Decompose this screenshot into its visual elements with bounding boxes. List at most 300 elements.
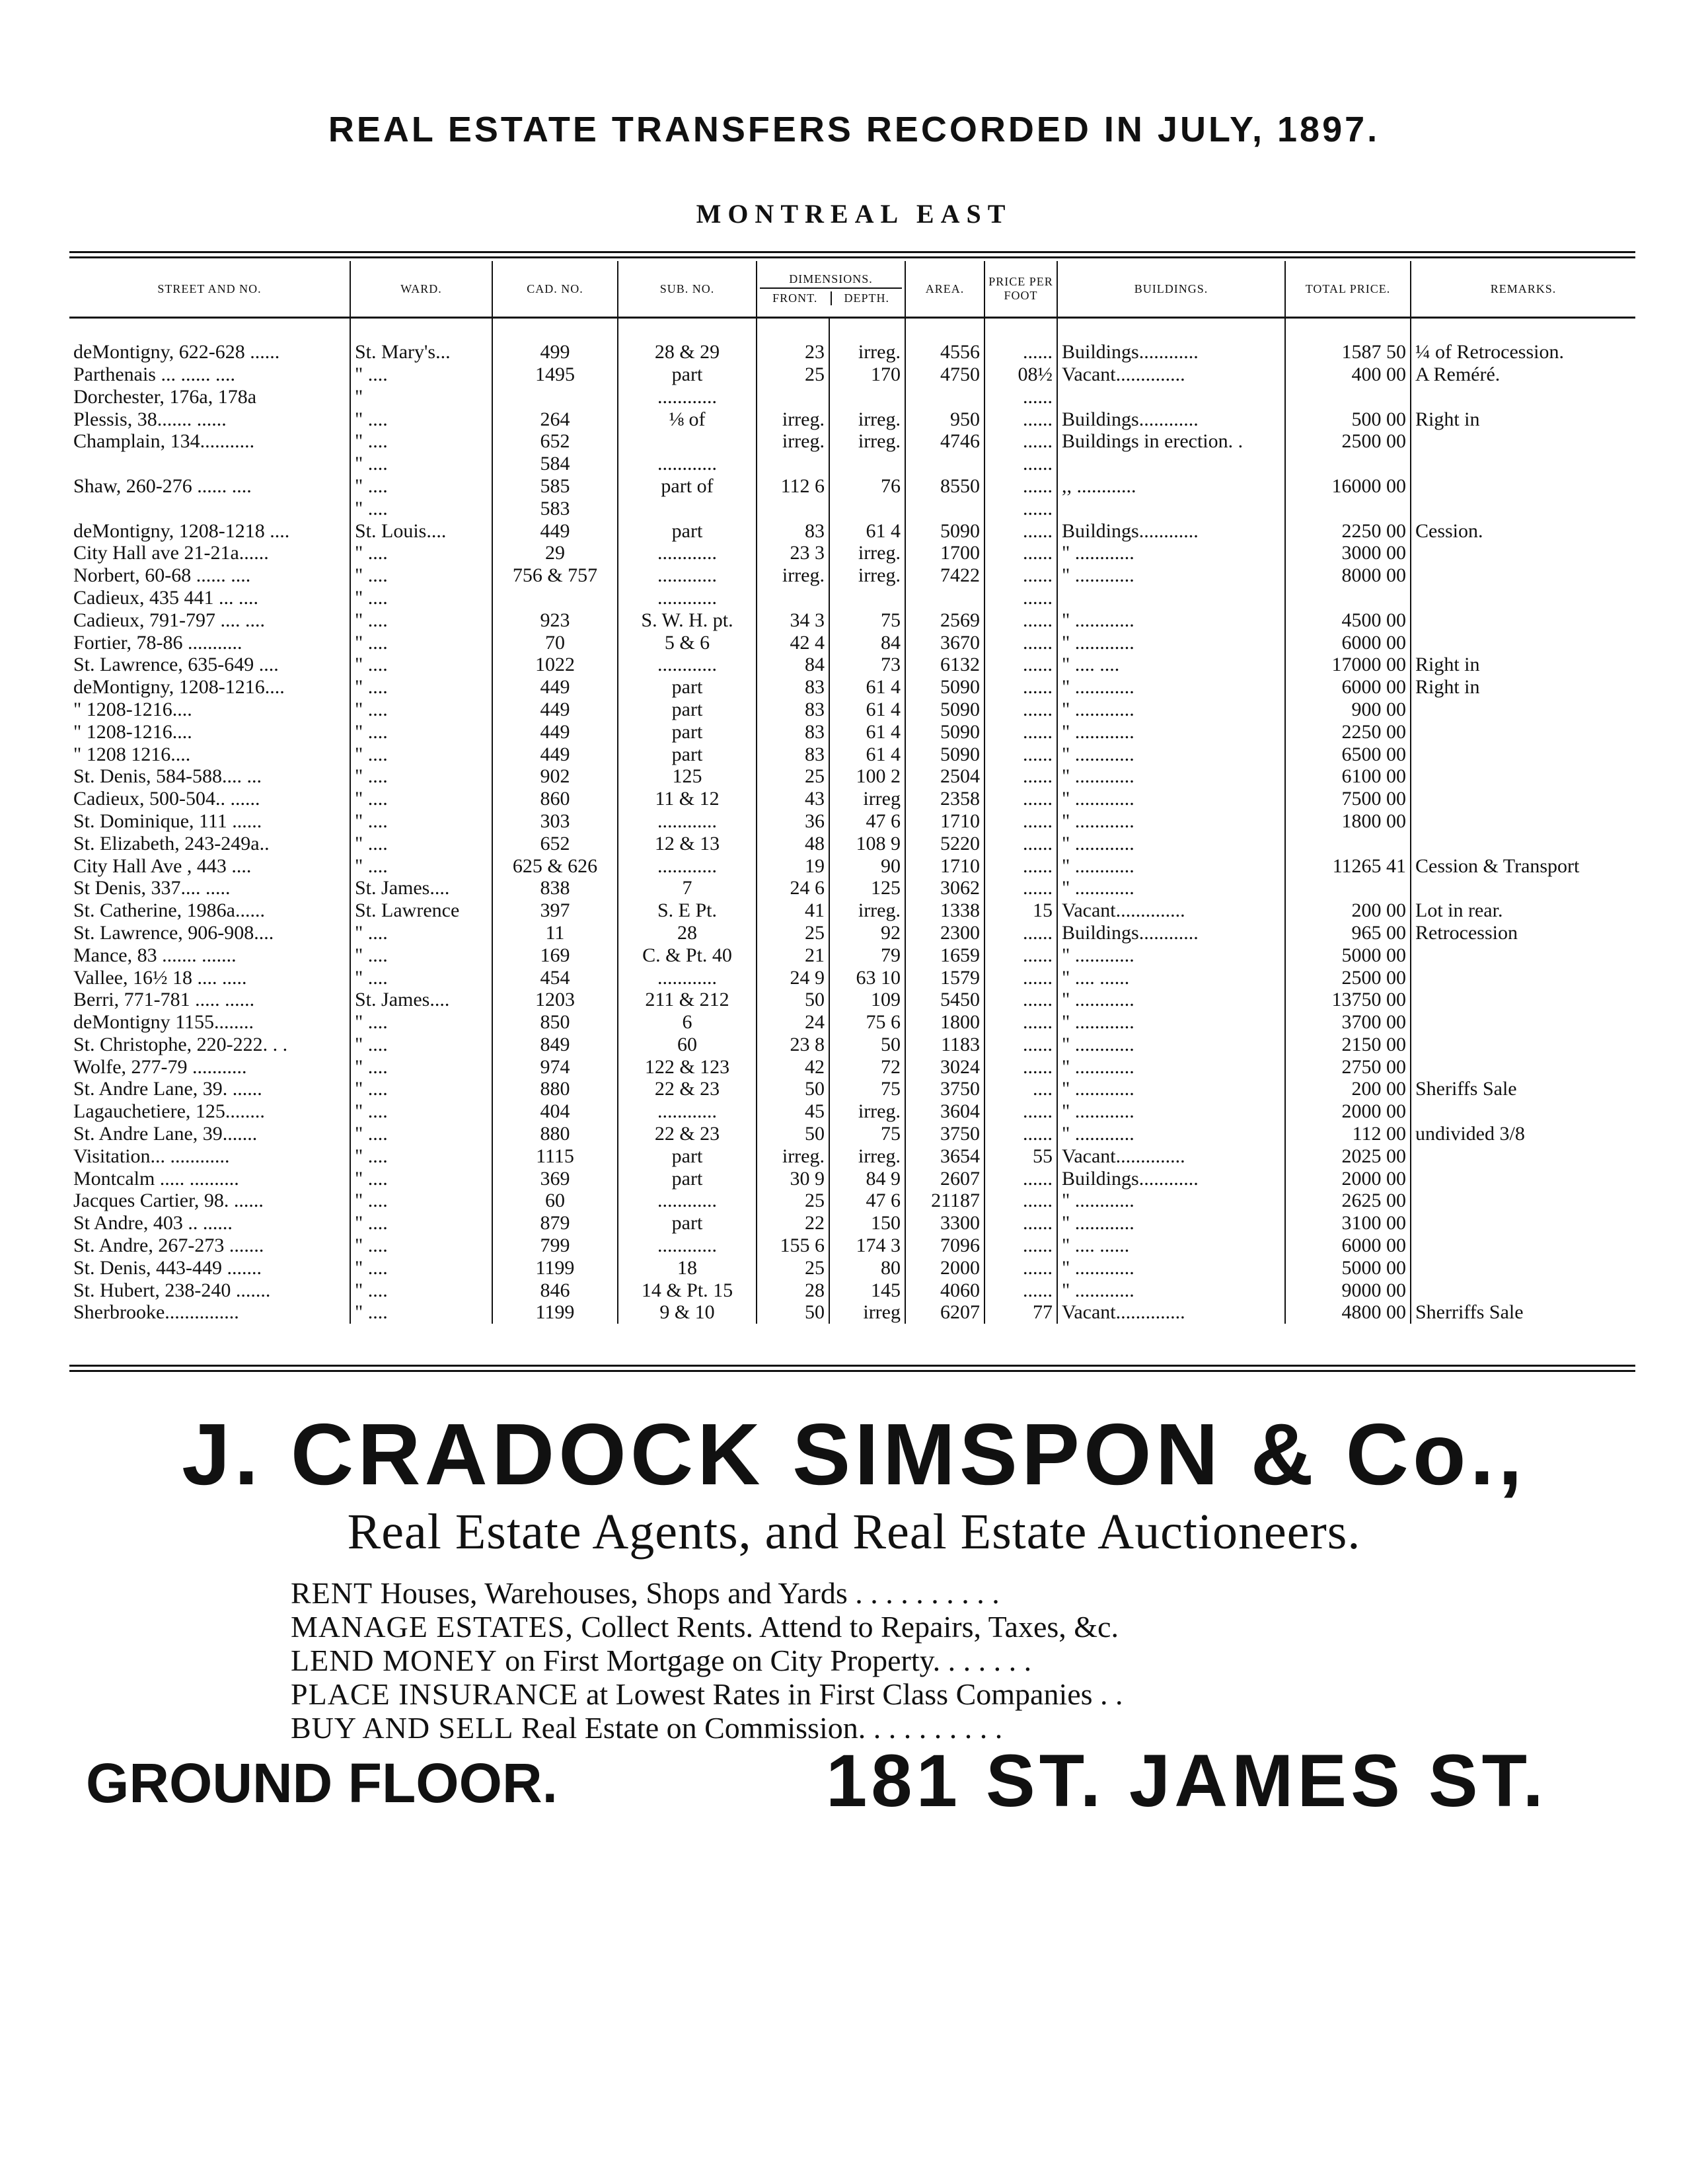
table-row bbox=[69, 989, 1635, 1011]
cell-depth bbox=[829, 587, 905, 609]
cell-ward: " .... bbox=[350, 587, 492, 609]
header-dimensions bbox=[757, 261, 905, 318]
cell-buildings: " ............ bbox=[1057, 1078, 1285, 1100]
cell-ward: St. Lawrence bbox=[350, 899, 492, 922]
cell-area: 4746 bbox=[905, 430, 984, 453]
cell-street: " 1208-1216.... bbox=[73, 698, 192, 720]
header-front: FRONT. bbox=[760, 291, 832, 305]
table-row bbox=[69, 497, 1635, 519]
cell-street: deMontigny, 1208-1218 .... bbox=[73, 519, 290, 542]
cell-area: 3654 bbox=[905, 1145, 984, 1167]
cell-cad: 850 bbox=[492, 1011, 618, 1034]
cell-depth: irreg. bbox=[829, 1145, 905, 1167]
cell-street: Jacques Cartier, 98. ...... bbox=[73, 1190, 264, 1212]
cell-ward: " .... bbox=[350, 408, 492, 430]
table-row bbox=[69, 810, 1635, 833]
cell-ward: " .... bbox=[350, 430, 492, 453]
cell-remarks: Right in bbox=[1411, 408, 1635, 430]
cell-total-price: 6100 00 bbox=[1285, 765, 1411, 788]
cell-remarks bbox=[1411, 788, 1635, 810]
cell-cad: 449 bbox=[492, 699, 618, 721]
cell-remarks bbox=[1411, 385, 1635, 408]
cell-area: 2607 bbox=[905, 1167, 984, 1190]
cell-front: 25 bbox=[757, 363, 829, 386]
cell-remarks bbox=[1411, 1167, 1635, 1190]
cell-front: 50 bbox=[757, 989, 829, 1011]
cell-remarks bbox=[1411, 832, 1635, 854]
cell-cad: 1203 bbox=[492, 989, 618, 1011]
ground-floor-label: GROUND FLOOR. bbox=[86, 1752, 558, 1814]
cell-depth bbox=[829, 453, 905, 475]
cell-cad bbox=[492, 587, 618, 609]
cell-street: St. Hubert, 238-240 ....... bbox=[73, 1279, 271, 1301]
cell-sub: ............ bbox=[618, 1100, 757, 1123]
cell-area bbox=[905, 385, 984, 408]
cell-street: Montcalm ..... .......... bbox=[73, 1167, 239, 1190]
table-header-row bbox=[69, 261, 1635, 318]
cell-ward: " .... bbox=[350, 1279, 492, 1301]
cell-price-per-foot: ...... bbox=[984, 385, 1057, 408]
cell-remarks bbox=[1411, 966, 1635, 989]
cell-sub: ............ bbox=[618, 587, 757, 609]
cell-total-price: 112 00 bbox=[1285, 1123, 1411, 1145]
cell-depth: irreg. bbox=[829, 542, 905, 564]
cell-area: 2300 bbox=[905, 922, 984, 944]
cell-front: 50 bbox=[757, 1301, 829, 1324]
table-row bbox=[69, 564, 1635, 587]
cell-cad: 449 bbox=[492, 743, 618, 765]
cell-cad: 1022 bbox=[492, 654, 618, 676]
cell-total-price: 6000 00 bbox=[1285, 1234, 1411, 1257]
cell-total-price: 1587 50 bbox=[1285, 341, 1411, 363]
cell-area: 1338 bbox=[905, 899, 984, 922]
cell-remarks bbox=[1411, 631, 1635, 654]
cell-price-per-foot: ...... bbox=[984, 922, 1057, 944]
cell-street: St. Andre, 267-273 ....... bbox=[73, 1234, 264, 1257]
cell-street bbox=[69, 497, 350, 519]
cell-area: 3670 bbox=[905, 631, 984, 654]
cell-total-price: 13750 00 bbox=[1285, 989, 1411, 1011]
cell-depth: irreg. bbox=[829, 408, 905, 430]
table-row bbox=[69, 877, 1635, 899]
cell-street: Vallee, 16½ 18 .... ..... bbox=[73, 966, 247, 989]
cell-cad: 880 bbox=[492, 1123, 618, 1145]
cell-buildings: " ............ bbox=[1057, 854, 1285, 877]
cell-street: Plessis, 38....... ...... bbox=[73, 408, 227, 430]
cell-front: irreg. bbox=[757, 1145, 829, 1167]
cell-price-per-foot: ...... bbox=[984, 743, 1057, 765]
cell-sub: 9 & 10 bbox=[618, 1301, 757, 1324]
cell-street: deMontigny 1155........ bbox=[73, 1011, 254, 1034]
cell-street bbox=[69, 453, 350, 475]
cell-sub: part bbox=[618, 720, 757, 743]
cell-front bbox=[757, 453, 829, 475]
cell-sub: 22 & 23 bbox=[618, 1078, 757, 1100]
cell-cad: 264 bbox=[492, 408, 618, 430]
cell-depth: 75 bbox=[829, 609, 905, 631]
cell-cad: 1199 bbox=[492, 1301, 618, 1324]
cell-front: 155 6 bbox=[757, 1234, 829, 1257]
cell-cad: 60 bbox=[492, 1190, 618, 1212]
cell-total-price: 200 00 bbox=[1285, 1078, 1411, 1100]
cell-ward: " .... bbox=[350, 1078, 492, 1100]
table-row bbox=[69, 609, 1635, 631]
cell-buildings: " ............ bbox=[1057, 877, 1285, 899]
cell-cad: 846 bbox=[492, 1279, 618, 1301]
cell-front: 50 bbox=[757, 1123, 829, 1145]
table-row bbox=[69, 542, 1635, 564]
cell-sub: 28 bbox=[618, 922, 757, 944]
cell-street: Cadieux, 791-797 .... .... bbox=[73, 609, 265, 631]
cell-front: 83 bbox=[757, 519, 829, 542]
cell-depth: irreg. bbox=[829, 899, 905, 922]
cell-depth: 47 6 bbox=[829, 810, 905, 833]
cell-street: Sherbrooke............... bbox=[73, 1301, 239, 1324]
cell-area: 1579 bbox=[905, 966, 984, 989]
cell-cad bbox=[492, 385, 618, 408]
cell-street: Cadieux, 500-504.. ...... bbox=[73, 788, 260, 810]
cell-street: St. Dominique, 111 ...... bbox=[73, 810, 262, 832]
cell-price-per-foot: ...... bbox=[984, 654, 1057, 676]
cell-total-price bbox=[1285, 497, 1411, 519]
cell-street: Champlain, 134........... bbox=[73, 430, 255, 453]
cell-buildings bbox=[1057, 587, 1285, 609]
cell-buildings: " ............ bbox=[1057, 699, 1285, 721]
cell-front bbox=[757, 497, 829, 519]
cell-area: 8550 bbox=[905, 475, 984, 498]
cell-sub: ............ bbox=[618, 453, 757, 475]
cell-buildings: " ............ bbox=[1057, 788, 1285, 810]
header-ward: WARD. bbox=[350, 261, 492, 318]
cell-price-per-foot: ...... bbox=[984, 720, 1057, 743]
cell-area: 1710 bbox=[905, 854, 984, 877]
cell-price-per-foot: ...... bbox=[984, 676, 1057, 699]
table-row bbox=[69, 1234, 1635, 1257]
cell-front bbox=[757, 385, 829, 408]
cell-cad: 879 bbox=[492, 1212, 618, 1234]
cell-street: St. Lawrence, 906-908.... bbox=[73, 921, 274, 944]
cell-front: 50 bbox=[757, 1078, 829, 1100]
cell-depth: irreg bbox=[829, 788, 905, 810]
cell-sub: ............ bbox=[618, 810, 757, 833]
cell-buildings: " ............ bbox=[1057, 1011, 1285, 1034]
cell-total-price: 2000 00 bbox=[1285, 1100, 1411, 1123]
cell-depth: 73 bbox=[829, 654, 905, 676]
cell-price-per-foot: 55 bbox=[984, 1145, 1057, 1167]
cell-price-per-foot: ...... bbox=[984, 453, 1057, 475]
cell-sub: 14 & Pt. 15 bbox=[618, 1279, 757, 1301]
cell-front: 23 8 bbox=[757, 1034, 829, 1056]
cell-front: 83 bbox=[757, 699, 829, 721]
table-row bbox=[69, 699, 1635, 721]
cell-ward: " .... bbox=[350, 497, 492, 519]
cell-front: irreg. bbox=[757, 564, 829, 587]
cell-area: 1800 bbox=[905, 1011, 984, 1034]
cell-street: St. Catherine, 1986a...... bbox=[73, 899, 265, 922]
cell-price-per-foot: ...... bbox=[984, 1190, 1057, 1212]
cell-area: 950 bbox=[905, 408, 984, 430]
header-street: STREET AND NO. bbox=[157, 282, 262, 295]
table-row bbox=[69, 743, 1635, 765]
cell-price-per-foot: 77 bbox=[984, 1301, 1057, 1324]
cell-area: 1710 bbox=[905, 810, 984, 833]
cell-total-price: 6000 00 bbox=[1285, 631, 1411, 654]
cell-area bbox=[905, 587, 984, 609]
cell-total-price: 965 00 bbox=[1285, 922, 1411, 944]
cell-buildings: Buildings............ bbox=[1057, 341, 1285, 363]
table-row bbox=[69, 899, 1635, 922]
transfers-table bbox=[69, 261, 1635, 1324]
cell-depth: 100 2 bbox=[829, 765, 905, 788]
cell-buildings: " ............ bbox=[1057, 1279, 1285, 1301]
cell-area: 5090 bbox=[905, 720, 984, 743]
cell-cad: 1495 bbox=[492, 363, 618, 386]
cell-cad: 974 bbox=[492, 1055, 618, 1078]
cell-price-per-foot: ...... bbox=[984, 788, 1057, 810]
page-title: REAL ESTATE TRANSFERS RECORDED IN JULY, 1897. bbox=[328, 110, 1380, 149]
service-item: LEND MONEY on First Mortgage on City Property. . . . . . . bbox=[291, 1644, 1032, 1677]
cell-ward: " .... bbox=[350, 609, 492, 631]
cell-sub bbox=[618, 497, 757, 519]
header-area: AREA. bbox=[905, 261, 984, 318]
table-row bbox=[69, 788, 1635, 810]
service-item: MANAGE ESTATES, Collect Rents. Attend to Repairs, Taxes, &c. bbox=[291, 1610, 1119, 1644]
cell-buildings: " ............ bbox=[1057, 542, 1285, 564]
cell-depth: 79 bbox=[829, 944, 905, 966]
cell-price-per-foot: ...... bbox=[984, 877, 1057, 899]
cell-buildings: " .... .... bbox=[1057, 654, 1285, 676]
cell-total-price bbox=[1285, 832, 1411, 854]
cell-total-price bbox=[1285, 587, 1411, 609]
cell-remarks bbox=[1411, 743, 1635, 765]
table-row bbox=[69, 1212, 1635, 1234]
table-row bbox=[69, 519, 1635, 542]
cell-buildings: Buildings............ bbox=[1057, 408, 1285, 430]
cell-depth: irreg. bbox=[829, 430, 905, 453]
cell-total-price: 3700 00 bbox=[1285, 1011, 1411, 1034]
cell-cad: 902 bbox=[492, 765, 618, 788]
cell-depth: 47 6 bbox=[829, 1190, 905, 1212]
cell-street: deMontigny, 1208-1216.... bbox=[73, 676, 285, 699]
cell-sub: ............ bbox=[618, 542, 757, 564]
cell-street: deMontigny, 622-628 ...... bbox=[73, 341, 280, 363]
cell-price-per-foot: .... bbox=[984, 1078, 1057, 1100]
cell-remarks bbox=[1411, 765, 1635, 788]
cell-cad: 369 bbox=[492, 1167, 618, 1190]
cell-sub: ............ bbox=[618, 966, 757, 989]
cell-area: 1700 bbox=[905, 542, 984, 564]
cell-price-per-foot: ...... bbox=[984, 854, 1057, 877]
cell-remarks: undivided 3/8 bbox=[1411, 1123, 1635, 1145]
cell-area: 4060 bbox=[905, 1279, 984, 1301]
cell-front: 24 6 bbox=[757, 877, 829, 899]
header-price: PRICE PER FOOT bbox=[984, 261, 1057, 318]
cell-cad: 584 bbox=[492, 453, 618, 475]
cell-depth: 170 bbox=[829, 363, 905, 386]
cell-front: 45 bbox=[757, 1100, 829, 1123]
cell-area: 3062 bbox=[905, 877, 984, 899]
cell-remarks bbox=[1411, 989, 1635, 1011]
cell-depth: 63 10 bbox=[829, 966, 905, 989]
cell-sub: ............ bbox=[618, 564, 757, 587]
table-row bbox=[69, 1256, 1635, 1279]
table-row bbox=[69, 631, 1635, 654]
cell-depth: 75 bbox=[829, 1123, 905, 1145]
cell-area: 5090 bbox=[905, 676, 984, 699]
cell-ward: " .... bbox=[350, 966, 492, 989]
cell-front: 23 3 bbox=[757, 542, 829, 564]
cell-street: St Andre, 403 .. ...... bbox=[73, 1212, 233, 1234]
cell-remarks bbox=[1411, 475, 1635, 498]
cell-price-per-foot: ...... bbox=[984, 609, 1057, 631]
cell-sub: part bbox=[618, 676, 757, 699]
cell-total-price: 1800 00 bbox=[1285, 810, 1411, 833]
cell-depth: 61 4 bbox=[829, 720, 905, 743]
cell-ward: " .... bbox=[350, 1145, 492, 1167]
cell-cad: 404 bbox=[492, 1100, 618, 1123]
table-row bbox=[69, 1301, 1635, 1324]
cell-remarks: Cession & Transport bbox=[1411, 854, 1635, 877]
cell-buildings: " ............ bbox=[1057, 1055, 1285, 1078]
cell-front: 43 bbox=[757, 788, 829, 810]
cell-area: 21187 bbox=[905, 1190, 984, 1212]
cell-remarks bbox=[1411, 587, 1635, 609]
cell-area: 5090 bbox=[905, 519, 984, 542]
cell-sub: 122 & 123 bbox=[618, 1055, 757, 1078]
cell-remarks: A Reméré. bbox=[1411, 363, 1635, 386]
cell-remarks bbox=[1411, 430, 1635, 453]
cell-area: 7422 bbox=[905, 564, 984, 587]
cell-cad: 849 bbox=[492, 1034, 618, 1056]
cell-front: 25 bbox=[757, 922, 829, 944]
cell-cad: 860 bbox=[492, 788, 618, 810]
cell-total-price: 400 00 bbox=[1285, 363, 1411, 386]
cell-price-per-foot: ...... bbox=[984, 765, 1057, 788]
table-row bbox=[69, 1034, 1635, 1056]
cell-ward: " .... bbox=[350, 854, 492, 877]
cell-remarks bbox=[1411, 720, 1635, 743]
cell-area: 3024 bbox=[905, 1055, 984, 1078]
table-row bbox=[69, 1167, 1635, 1190]
cell-cad: 303 bbox=[492, 810, 618, 833]
header-total: TOTAL PRICE. bbox=[1285, 261, 1411, 318]
cell-remarks bbox=[1411, 1234, 1635, 1257]
cell-total-price: 3100 00 bbox=[1285, 1212, 1411, 1234]
cell-depth: irreg. bbox=[829, 1100, 905, 1123]
cell-sub: 7 bbox=[618, 877, 757, 899]
cell-area bbox=[905, 497, 984, 519]
cell-remarks bbox=[1411, 1055, 1635, 1078]
cell-ward: " .... bbox=[350, 564, 492, 587]
cell-total-price: 2500 00 bbox=[1285, 430, 1411, 453]
cell-ward: " .... bbox=[350, 922, 492, 944]
cell-total-price: 500 00 bbox=[1285, 408, 1411, 430]
cell-ward: " .... bbox=[350, 944, 492, 966]
cell-total-price bbox=[1285, 453, 1411, 475]
cell-area: 4556 bbox=[905, 341, 984, 363]
cell-price-per-foot: ...... bbox=[984, 832, 1057, 854]
cell-depth bbox=[829, 385, 905, 408]
cell-buildings: ,, ............ bbox=[1057, 475, 1285, 498]
cell-depth: 50 bbox=[829, 1034, 905, 1056]
cell-total-price: 11265 41 bbox=[1285, 854, 1411, 877]
cell-sub: S. W. H. pt. bbox=[618, 609, 757, 631]
cell-area: 5220 bbox=[905, 832, 984, 854]
cell-buildings: Vacant.............. bbox=[1057, 899, 1285, 922]
cell-ward: " .... bbox=[350, 363, 492, 386]
cell-buildings: Buildings in erection. . bbox=[1057, 430, 1285, 453]
cell-buildings: " ............ bbox=[1057, 1190, 1285, 1212]
cell-front: 42 4 bbox=[757, 631, 829, 654]
cell-buildings: " ............ bbox=[1057, 765, 1285, 788]
cell-remarks bbox=[1411, 1011, 1635, 1034]
header-depth: DEPTH. bbox=[844, 291, 889, 305]
cell-front: 22 bbox=[757, 1212, 829, 1234]
cell-total-price: 2500 00 bbox=[1285, 966, 1411, 989]
cell-street: Fortier, 78-86 ........... bbox=[73, 631, 242, 654]
cell-ward: " .... bbox=[350, 676, 492, 699]
cell-front: 83 bbox=[757, 676, 829, 699]
cell-front: 83 bbox=[757, 720, 829, 743]
table-row bbox=[69, 341, 1635, 363]
service-item: BUY AND SELL Real Estate on Commission. . . . . . . . . . bbox=[291, 1711, 1003, 1745]
table-row bbox=[69, 430, 1635, 453]
cell-area: 3750 bbox=[905, 1078, 984, 1100]
cell-ward: " .... bbox=[350, 654, 492, 676]
cell-price-per-foot: ...... bbox=[984, 1123, 1057, 1145]
table-row bbox=[69, 385, 1635, 408]
cell-area: 2504 bbox=[905, 765, 984, 788]
cell-remarks bbox=[1411, 564, 1635, 587]
cell-ward: " .... bbox=[350, 1234, 492, 1257]
table-row bbox=[69, 475, 1635, 498]
cell-remarks bbox=[1411, 609, 1635, 631]
cell-remarks: Right in bbox=[1411, 676, 1635, 699]
cell-buildings: " ............ bbox=[1057, 1034, 1285, 1056]
cell-sub: part bbox=[618, 1212, 757, 1234]
table-row bbox=[69, 676, 1635, 699]
cell-buildings: " ............ bbox=[1057, 631, 1285, 654]
cell-front: irreg. bbox=[757, 430, 829, 453]
cell-ward: " .... bbox=[350, 720, 492, 743]
cell-buildings: Buildings............ bbox=[1057, 922, 1285, 944]
table-top-rule bbox=[69, 251, 1635, 253]
cell-sub: 60 bbox=[618, 1034, 757, 1056]
table-row bbox=[69, 408, 1635, 430]
cell-cad: 799 bbox=[492, 1234, 618, 1257]
cell-price-per-foot: ...... bbox=[984, 341, 1057, 363]
cell-sub: part bbox=[618, 519, 757, 542]
cell-front: 25 bbox=[757, 1190, 829, 1212]
cell-buildings: " ............ bbox=[1057, 720, 1285, 743]
cell-total-price: 5000 00 bbox=[1285, 944, 1411, 966]
cell-area: 5090 bbox=[905, 743, 984, 765]
cell-depth: 90 bbox=[829, 854, 905, 877]
cell-ward: " .... bbox=[350, 1055, 492, 1078]
cell-ward: " .... bbox=[350, 1256, 492, 1279]
firm-name: J. CRADOCK SIMSPON & Co., bbox=[182, 1406, 1526, 1503]
cell-price-per-foot: ...... bbox=[984, 1212, 1057, 1234]
table-row bbox=[69, 1055, 1635, 1078]
cell-remarks: Right in bbox=[1411, 654, 1635, 676]
cell-price-per-foot: 08½ bbox=[984, 363, 1057, 386]
cell-sub: part bbox=[618, 1167, 757, 1190]
cell-total-price: 17000 00 bbox=[1285, 654, 1411, 676]
cell-street: St. Elizabeth, 243-249a.. bbox=[73, 832, 270, 854]
cell-sub: C. & Pt. 40 bbox=[618, 944, 757, 966]
cell-buildings: " ............ bbox=[1057, 743, 1285, 765]
cell-remarks bbox=[1411, 1279, 1635, 1301]
